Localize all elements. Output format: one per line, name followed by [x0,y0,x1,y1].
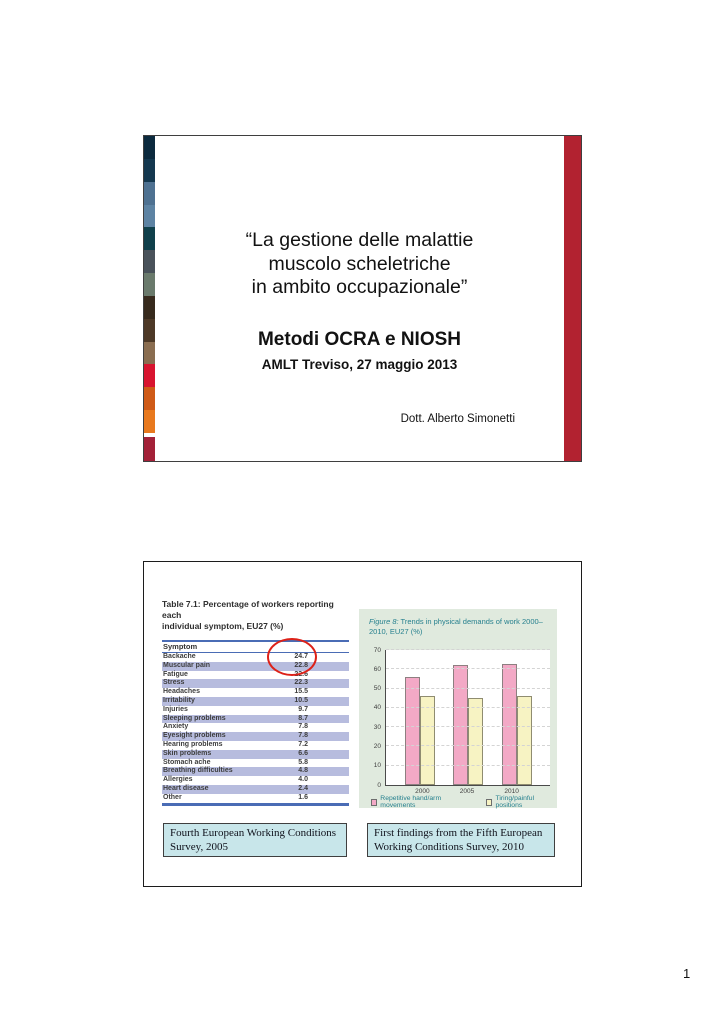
symptom-value: 9.7 [298,705,308,713]
table-column-header: Symptom [162,642,349,653]
table-row [162,688,349,697]
legend-swatch [371,799,377,806]
stripe-segment [144,182,155,205]
symptom-value: 4.8 [298,767,308,775]
symptom-value: 5.8 [298,758,308,766]
table-row [162,723,349,732]
gridline [386,649,550,650]
caption-survey-2010: First findings from the Fifth European Working Conditions Survey, 2010 [367,823,555,857]
bar-repetitive [405,677,420,785]
symptom-value: 7.8 [298,732,308,740]
legend-swatch [486,799,492,806]
stripe-segment [144,410,155,433]
stripe-segment [144,250,155,273]
gridline [386,707,550,708]
symptom-label: Muscular pain [163,661,211,669]
symptom-value: 7.2 [298,740,308,748]
table-row [162,697,349,706]
slide-1-content [160,136,559,461]
symptom-value: 22.6 [294,670,308,678]
bar-group [502,664,532,786]
slide-2-data-slide [143,561,582,887]
bar-tiring [468,698,483,785]
table-row [162,715,349,724]
symptom-label: Breathing difficulties [163,767,233,775]
symptom-value: 4.0 [298,776,308,784]
symptom-label: Backache [163,653,196,660]
slide-1-title-slide [143,135,582,462]
table-row [162,653,349,662]
gridline [386,745,550,746]
highlight-circle-annotation [267,638,317,676]
stripe-segment [144,227,155,250]
y-tick-label: 60 [373,665,381,673]
symptom-label: Heart disease [163,784,209,792]
decorative-color-stripe [144,136,155,461]
table-row [162,767,349,776]
stripe-segment [144,205,155,228]
table-row [162,732,349,741]
symptom-label: Sleeping problems [163,714,226,722]
bar-repetitive [502,664,517,786]
x-tick-label: 2005 [459,788,475,795]
legend-label: Repetitive hand/arm movements [380,795,442,809]
symptom-table [162,599,349,806]
bar-tiring [517,696,532,785]
legend-item [486,795,553,809]
symptom-value: 7.8 [298,723,308,731]
title-line-2: muscolo scheletriche [268,252,451,275]
decorative-red-stripe [564,136,581,461]
page-number: 1 [683,966,691,981]
table-row [162,785,349,794]
table-title [162,599,349,632]
table-row [162,679,349,688]
y-tick-label: 20 [373,742,381,750]
symptom-label: Stomach ache [163,758,211,766]
table-title-line-2: individual symptom, EU27 (%) [162,621,284,631]
legend-item [371,795,464,809]
gridline [386,726,550,727]
stripe-segment [144,319,155,342]
y-tick-label: 70 [373,646,381,654]
table-row [162,759,349,768]
symptom-value: 22.3 [294,679,308,687]
y-tick-label: 0 [377,781,381,789]
stripe-segment [144,342,155,365]
legend-label: Tiring/painful positions [495,795,535,809]
presentation-subtitle: Metodi OCRA e NIOSH [257,329,462,350]
table-row [162,776,349,785]
gridline [386,688,550,689]
table-rows [162,653,349,803]
stripe-segment [144,159,155,182]
title-line-3: in ambito occupazionale” [251,276,468,298]
y-tick-label: 10 [373,762,381,770]
x-tick-label: 2000 [415,788,430,795]
symptom-label: Skin problems [163,749,212,757]
symptom-label: Other [163,793,182,801]
bar-group [405,677,435,785]
table-row [162,741,349,750]
symptom-label: Allergies [163,776,193,784]
symptom-label: Injuries [163,705,188,713]
stripe-segment [144,364,155,387]
symptom-label: Fatigue [163,670,188,678]
symptom-value: 15.5 [294,688,308,696]
symptom-value: 1.6 [298,793,308,801]
author-name: Dott. Alberto Simonetti [400,413,515,425]
chart-title-figure-label: Figure 8: [369,617,399,626]
y-tick-label: 50 [373,685,381,693]
x-axis-labels [385,788,549,795]
presentation-title [160,229,559,300]
symptom-label: Irritability [163,696,195,704]
chart-title [359,609,557,636]
symptom-value: 8.7 [298,714,308,722]
figure-8-chart [359,609,557,808]
stripe-segment [144,273,155,296]
stripe-segment [144,437,155,461]
stripe-segment [144,387,155,410]
table-row [162,750,349,759]
gridline [386,765,550,766]
symptom-label: Stress [163,679,185,687]
symptom-value: 24.7 [294,653,308,660]
table-body [162,640,349,806]
table-row [162,794,349,803]
chart-legend [371,795,553,809]
y-tick-label: 40 [373,704,381,712]
symptom-label: Eyesight problems [163,732,226,740]
table-row [162,662,349,671]
symptom-label: Headaches [163,688,200,696]
table-row [162,706,349,715]
x-tick-label: 2010 [504,788,519,795]
stripe-segment [144,136,155,159]
y-tick-label: 30 [373,723,381,731]
bar-tiring [420,696,435,785]
gridline [386,668,550,669]
caption-survey-2005: Fourth European Working Conditions Survey, 2005 [163,823,347,857]
symptom-value: 10.5 [294,696,308,704]
symptom-value: 6.6 [298,749,308,757]
symptom-value: 22.8 [294,661,308,669]
table-row [162,671,349,680]
symptom-label: Hearing problems [163,740,223,748]
title-line-1: “La gestione delle malattie [245,229,474,251]
chart-title-text: Trends in physical demands of work 2000–2010, EU27 (%) [369,617,543,636]
symptom-label: Anxiety [163,723,189,731]
symptom-value: 2.4 [298,784,308,792]
chart-plot-area [385,650,550,786]
event-date-line: AMLT Treviso, 27 maggio 2013 [261,357,458,372]
table-title-line-1: Table 7.1: Percentage of workers reporting each [162,599,334,620]
stripe-segment [144,296,155,319]
